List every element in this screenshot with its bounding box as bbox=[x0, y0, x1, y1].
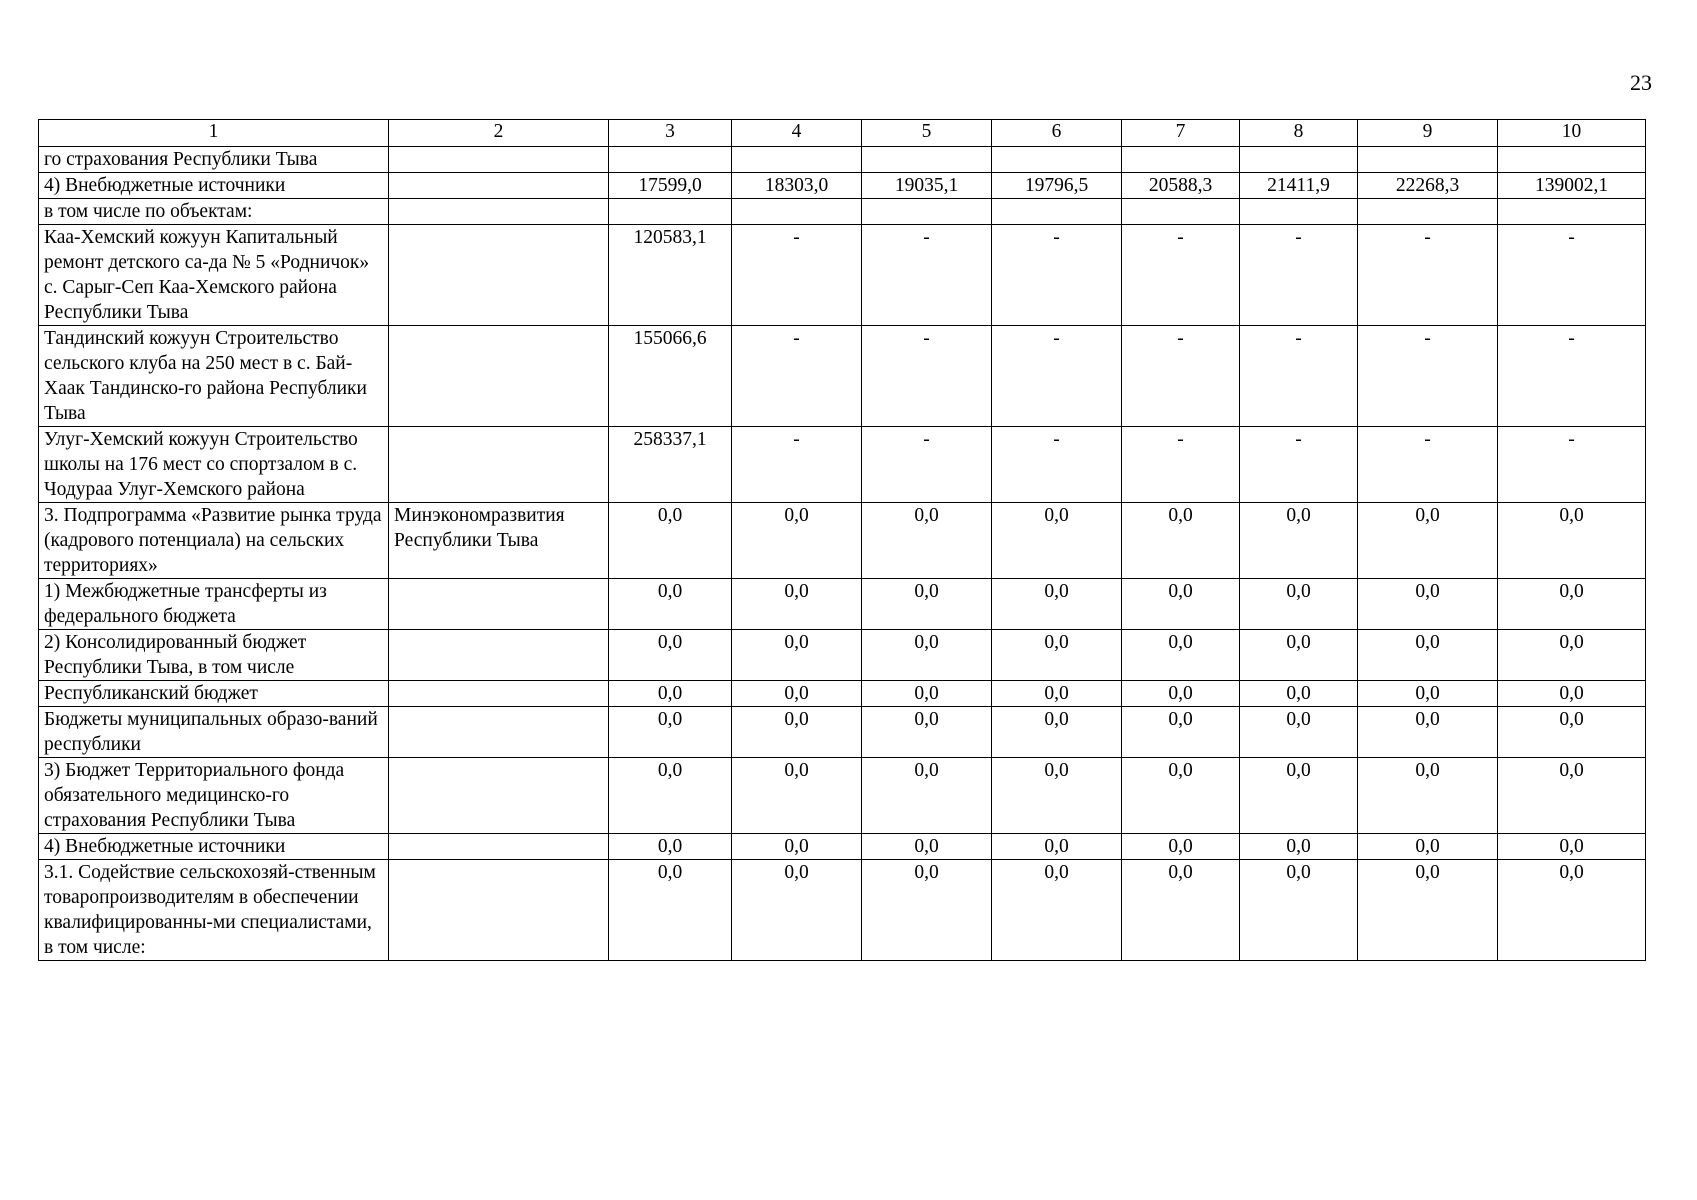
row-value: 0,0 bbox=[1358, 630, 1498, 681]
row-organization bbox=[389, 427, 609, 503]
row-value: 0,0 bbox=[1122, 681, 1240, 707]
row-value: 0,0 bbox=[609, 758, 732, 834]
row-value: 0,0 bbox=[862, 834, 992, 860]
row-value: 0,0 bbox=[1240, 630, 1358, 681]
header-cell: 10 bbox=[1498, 120, 1646, 147]
row-value: 0,0 bbox=[1122, 707, 1240, 758]
row-value: 0,0 bbox=[609, 579, 732, 630]
header-cell: 9 bbox=[1358, 120, 1498, 147]
row-organization bbox=[389, 326, 609, 427]
row-organization: Минэкономразвития Республики Тыва bbox=[389, 503, 609, 579]
row-value: 0,0 bbox=[992, 579, 1122, 630]
table-row bbox=[39, 503, 1646, 579]
row-value: - bbox=[1498, 326, 1646, 427]
row-value bbox=[1122, 199, 1240, 225]
row-value: 258337,1 bbox=[609, 427, 732, 503]
table-row bbox=[39, 147, 1646, 173]
row-value: 19035,1 bbox=[862, 173, 992, 199]
row-description: 4) Внебюджетные источники bbox=[39, 173, 389, 199]
row-value: - bbox=[992, 326, 1122, 427]
budget-table bbox=[38, 119, 1646, 961]
row-description: Улуг-Хемский кожуун Строительство школы на 176 мест со спортзалом в с. Чодураа Улуг-Хемского района bbox=[39, 427, 389, 503]
row-value: 0,0 bbox=[1498, 503, 1646, 579]
row-value bbox=[732, 199, 862, 225]
row-value: 0,0 bbox=[992, 707, 1122, 758]
row-organization bbox=[389, 199, 609, 225]
row-organization bbox=[389, 173, 609, 199]
header-cell: 2 bbox=[389, 120, 609, 147]
row-value: 0,0 bbox=[1498, 758, 1646, 834]
row-value: 20588,3 bbox=[1122, 173, 1240, 199]
row-value: 0,0 bbox=[1498, 630, 1646, 681]
row-value: 19796,5 bbox=[992, 173, 1122, 199]
header-cell: 7 bbox=[1122, 120, 1240, 147]
table-row bbox=[39, 630, 1646, 681]
row-organization bbox=[389, 225, 609, 326]
row-value bbox=[1358, 147, 1498, 173]
row-value: - bbox=[1240, 326, 1358, 427]
table-row bbox=[39, 199, 1646, 225]
header-cell: 4 bbox=[732, 120, 862, 147]
row-value: 0,0 bbox=[1122, 834, 1240, 860]
row-value: - bbox=[1240, 427, 1358, 503]
row-value: 0,0 bbox=[732, 630, 862, 681]
row-value: 0,0 bbox=[1122, 503, 1240, 579]
row-value: 0,0 bbox=[1122, 579, 1240, 630]
row-description: 4) Внебюджетные источники bbox=[39, 834, 389, 860]
row-value: 21411,9 bbox=[1240, 173, 1358, 199]
row-value: 0,0 bbox=[1240, 707, 1358, 758]
row-value bbox=[862, 199, 992, 225]
row-value: 0,0 bbox=[1240, 758, 1358, 834]
row-value: 0,0 bbox=[732, 834, 862, 860]
row-value: 0,0 bbox=[609, 860, 732, 961]
row-value: 0,0 bbox=[1358, 834, 1498, 860]
table-row bbox=[39, 427, 1646, 503]
row-value: - bbox=[862, 225, 992, 326]
header-cell: 3 bbox=[609, 120, 732, 147]
row-value: 0,0 bbox=[609, 681, 732, 707]
table-row bbox=[39, 225, 1646, 326]
row-value: 18303,0 bbox=[732, 173, 862, 199]
table-row bbox=[39, 681, 1646, 707]
row-value: - bbox=[732, 225, 862, 326]
row-value: - bbox=[732, 427, 862, 503]
row-organization bbox=[389, 834, 609, 860]
row-value: 0,0 bbox=[1358, 579, 1498, 630]
row-value: 0,0 bbox=[992, 758, 1122, 834]
row-value: 139002,1 bbox=[1498, 173, 1646, 199]
row-value bbox=[609, 147, 732, 173]
header-cell: 6 bbox=[992, 120, 1122, 147]
table-row bbox=[39, 173, 1646, 199]
row-value bbox=[1498, 147, 1646, 173]
row-value: - bbox=[732, 326, 862, 427]
row-value bbox=[992, 199, 1122, 225]
row-value: 0,0 bbox=[1358, 707, 1498, 758]
row-value: 22268,3 bbox=[1358, 173, 1498, 199]
row-description: 1) Межбюджетные трансферты из федерального бюджета bbox=[39, 579, 389, 630]
row-value: - bbox=[1498, 225, 1646, 326]
row-description: 2) Консолидированный бюджет Республики Тыва, в том числе bbox=[39, 630, 389, 681]
row-value: 0,0 bbox=[862, 758, 992, 834]
row-organization bbox=[389, 860, 609, 961]
row-value: 0,0 bbox=[992, 503, 1122, 579]
row-value: 0,0 bbox=[862, 681, 992, 707]
row-value: 0,0 bbox=[862, 707, 992, 758]
row-organization bbox=[389, 630, 609, 681]
row-value bbox=[732, 147, 862, 173]
row-value bbox=[992, 147, 1122, 173]
row-value: 155066,6 bbox=[609, 326, 732, 427]
row-value: 0,0 bbox=[1498, 579, 1646, 630]
header-row bbox=[39, 120, 1646, 147]
row-value: 0,0 bbox=[1240, 579, 1358, 630]
row-value: 0,0 bbox=[609, 630, 732, 681]
row-value: - bbox=[862, 326, 992, 427]
row-value: - bbox=[1122, 225, 1240, 326]
row-value: 0,0 bbox=[1498, 707, 1646, 758]
table-row bbox=[39, 758, 1646, 834]
row-value: 0,0 bbox=[732, 860, 862, 961]
row-value: 0,0 bbox=[1122, 860, 1240, 961]
row-value bbox=[1358, 199, 1498, 225]
row-description: го страхования Республики Тыва bbox=[39, 147, 389, 173]
row-value: 0,0 bbox=[862, 860, 992, 961]
row-value: 0,0 bbox=[732, 681, 862, 707]
row-value: 0,0 bbox=[1358, 758, 1498, 834]
row-value: - bbox=[1358, 427, 1498, 503]
row-value: 0,0 bbox=[1122, 630, 1240, 681]
row-value: 0,0 bbox=[1498, 681, 1646, 707]
row-value: 0,0 bbox=[1240, 860, 1358, 961]
table-row bbox=[39, 579, 1646, 630]
row-value: 0,0 bbox=[1358, 860, 1498, 961]
row-value: 0,0 bbox=[862, 630, 992, 681]
row-value: - bbox=[992, 427, 1122, 503]
table-row bbox=[39, 326, 1646, 427]
row-organization bbox=[389, 758, 609, 834]
row-value: 0,0 bbox=[732, 579, 862, 630]
row-value: - bbox=[992, 225, 1122, 326]
row-value: - bbox=[862, 427, 992, 503]
table-row bbox=[39, 707, 1646, 758]
row-value: 0,0 bbox=[732, 707, 862, 758]
row-description: 3. Подпрограмма «Развитие рынка труда (кадрового потенциала) на сельских территориях» bbox=[39, 503, 389, 579]
row-organization bbox=[389, 579, 609, 630]
row-value: 0,0 bbox=[609, 503, 732, 579]
header-cell: 8 bbox=[1240, 120, 1358, 147]
row-value: 0,0 bbox=[992, 681, 1122, 707]
row-description: Тандинский кожуун Строительство сельского клуба на 250 мест в с. Бай-Хаак Тандинско-го района Республики Тыва bbox=[39, 326, 389, 427]
row-value bbox=[1240, 199, 1358, 225]
header-cell: 1 bbox=[39, 120, 389, 147]
row-value: 0,0 bbox=[862, 579, 992, 630]
row-value: 0,0 bbox=[732, 758, 862, 834]
row-value bbox=[1240, 147, 1358, 173]
page-number: 23 bbox=[1630, 70, 1652, 95]
row-value: 0,0 bbox=[609, 707, 732, 758]
row-value bbox=[1498, 199, 1646, 225]
row-value: 0,0 bbox=[862, 503, 992, 579]
row-description: Республиканский бюджет bbox=[39, 681, 389, 707]
row-value: - bbox=[1358, 326, 1498, 427]
row-value: - bbox=[1358, 225, 1498, 326]
row-value: - bbox=[1122, 427, 1240, 503]
row-value: 0,0 bbox=[992, 630, 1122, 681]
row-value: 0,0 bbox=[1240, 503, 1358, 579]
row-value: 0,0 bbox=[1498, 860, 1646, 961]
row-value: 0,0 bbox=[1498, 834, 1646, 860]
row-value bbox=[1122, 147, 1240, 173]
header-cell: 5 bbox=[862, 120, 992, 147]
table-row bbox=[39, 860, 1646, 961]
table-row bbox=[39, 834, 1646, 860]
row-organization bbox=[389, 707, 609, 758]
row-value: 0,0 bbox=[1358, 503, 1498, 579]
row-organization bbox=[389, 147, 609, 173]
row-value: 0,0 bbox=[1358, 681, 1498, 707]
row-value: 0,0 bbox=[1122, 758, 1240, 834]
row-value: 0,0 bbox=[732, 503, 862, 579]
row-value: 0,0 bbox=[992, 860, 1122, 961]
row-value: - bbox=[1240, 225, 1358, 326]
row-value: 0,0 bbox=[1240, 681, 1358, 707]
row-description: в том числе по объектам: bbox=[39, 199, 389, 225]
row-description: Бюджеты муниципальных образо-ваний республики bbox=[39, 707, 389, 758]
row-value: - bbox=[1498, 427, 1646, 503]
row-value: 0,0 bbox=[1240, 834, 1358, 860]
row-value: 120583,1 bbox=[609, 225, 732, 326]
row-description: Каа-Хемский кожуун Капитальный ремонт детского са-да № 5 «Родничок» с. Сарыг-Сеп Каа-Хемского района Республики Тыва bbox=[39, 225, 389, 326]
row-organization bbox=[389, 681, 609, 707]
row-value: 0,0 bbox=[992, 834, 1122, 860]
row-description: 3) Бюджет Территориального фонда обязательного медицинско-го страхования Республики Тыва bbox=[39, 758, 389, 834]
row-value bbox=[862, 147, 992, 173]
row-value: 17599,0 bbox=[609, 173, 732, 199]
row-value: 0,0 bbox=[609, 834, 732, 860]
row-description: 3.1. Содействие сельскохозяй-ственным товаропроизводителям в обеспечении квалифицированны-ми специалистами, в том числе: bbox=[39, 860, 389, 961]
row-value: - bbox=[1122, 326, 1240, 427]
row-value bbox=[609, 199, 732, 225]
